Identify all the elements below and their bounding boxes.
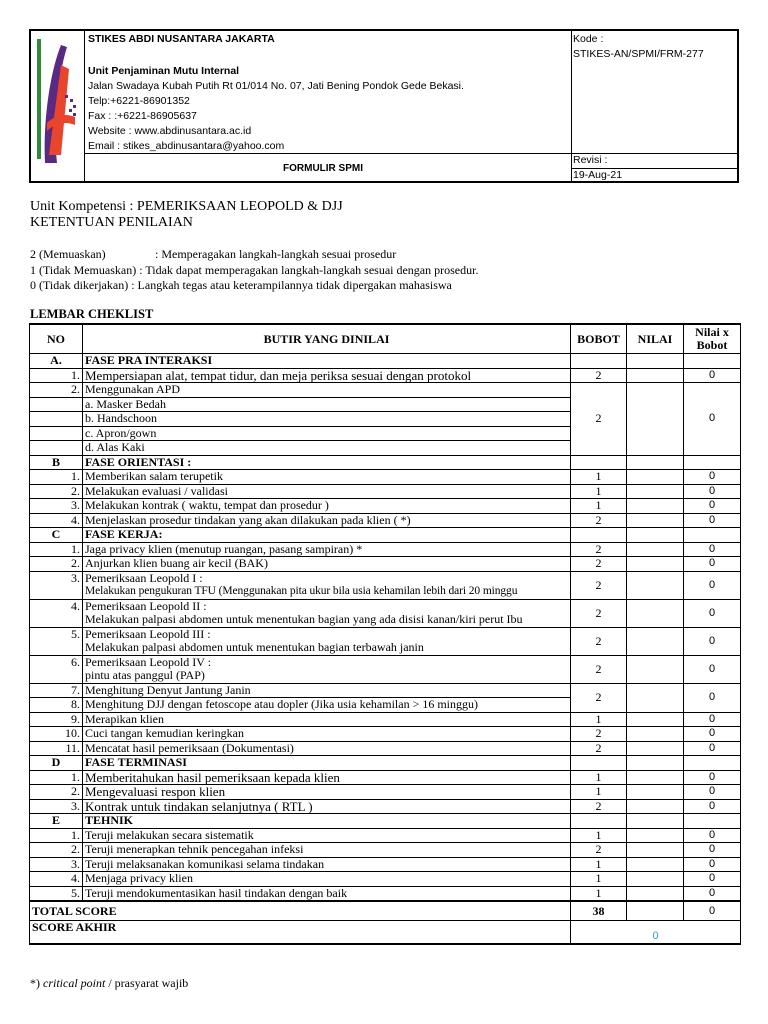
section-a: A. FASE PRA INTERAKSI [30, 354, 741, 369]
footnote: *) critical point / prasyarat wajib [30, 976, 189, 990]
table-row: 5. Pemeriksaan Leopold III : 2 0 [30, 627, 741, 641]
institution-name: STIKES ABDI NUSANTARA JAKARTA [88, 33, 275, 45]
table-row: 2. Mengevaluasi respon klien 1 0 [30, 785, 741, 800]
table-row: 2. Anjurkan klien buang air kecil (BAK) 2 0 [30, 557, 741, 572]
unit-kompetensi: Unit Kompetensi : PEMERIKSAAN LEOPOLD & DJJ [30, 199, 343, 214]
table-row: pintu atas panggul (PAP) [30, 669, 741, 683]
table-row: 9. Merapikan klien 1 0 [30, 712, 741, 727]
nilai-cell[interactable] [627, 499, 684, 514]
col-butir: BUTIR YANG DINILAI [83, 324, 571, 354]
table-row: b. Handschoon [30, 412, 741, 427]
criteria-1: 1 (Tidak Memuaskan) : Tidak dapat memperagakan langkah-langkah sesuai dengan prosedur. [30, 263, 479, 277]
table-row: 5. Teruji mendokumentasikan hasil tindakan dengan baik 1 0 [30, 886, 741, 901]
table-row: 8. Menghitung DJJ dengan fetoscope atau dopler (Jika usia kehamilan > 16 minggu) [30, 698, 741, 713]
col-no: NO [30, 324, 83, 354]
table-row: 1. Mempersiapan alat, tempat tidur, dan meja periksa sesuai dengan protokol 2 0 [30, 368, 741, 383]
section-c: C FASE KERJA: [30, 528, 741, 543]
table-row: 7. Menghitung Denyut Jantung Janin 2 0 [30, 683, 741, 698]
table-row: 4. Menjelaskan prosedur tindakan yang akan dilakukan pada klien ( *) 2 0 [30, 513, 741, 528]
nilai-cell[interactable] [627, 785, 684, 800]
nilai-cell[interactable] [627, 484, 684, 499]
table-row: 3. Pemeriksaan Leopold I : 2 0 [30, 571, 741, 585]
nilai-cell[interactable] [627, 683, 684, 712]
revisi-date: 19-Aug-21 [573, 169, 623, 181]
table-row: d. Alas Kaki [30, 441, 741, 456]
nilai-cell[interactable] [627, 557, 684, 572]
nilai-cell[interactable] [627, 843, 684, 858]
nilai-cell[interactable] [627, 857, 684, 872]
nilai-cell[interactable] [627, 599, 684, 627]
nilai-cell[interactable] [627, 368, 684, 383]
col-nilai: NILAI [627, 324, 684, 354]
telephone: Telp:+6221-86901352 [88, 95, 190, 107]
table-row: Melakukan palpasi abdomen untuk menentukan bagian yang ada disisi kanan/kiri perut Ibu [30, 613, 741, 627]
nilai-cell[interactable] [627, 872, 684, 887]
col-bobot: BOBOT [571, 324, 627, 354]
criteria-0: 0 (Tidak dikerjakan) : Langkah tegas atau keterampilannya tidak dipergakan mahasiswa [30, 278, 452, 292]
col-nilai-x-bobot: Nilai x Bobot [684, 324, 741, 354]
table-row: 2. Melakukan evaluasi / validasi 1 0 [30, 484, 741, 499]
total-row: TOTAL SCORE 38 0 [30, 901, 741, 921]
email: Email : stikes_abdinusantara@yahoo.com [88, 140, 285, 152]
unit-name: Unit Penjaminan Mutu Internal [88, 65, 240, 77]
table-row: Melakukan pengukuran TFU (Menggunakan pita ukur bila usia kehamilan lebih dari 20 minggu [30, 585, 741, 599]
table-row: a. Masker Bedah [30, 397, 741, 412]
section-d: D FASE TERMINASI [30, 756, 741, 771]
nilai-cell[interactable] [627, 741, 684, 756]
table-row: 10. Cuci tangan kemudian keringkan 2 0 [30, 727, 741, 742]
institution-logo [35, 35, 79, 173]
lembar-title: LEMBAR CHEKLIST [30, 307, 154, 321]
table-row: 4. Pemeriksaan Leopold II : 2 0 [30, 599, 741, 613]
nilai-cell[interactable] [627, 886, 684, 901]
table-row: 1. Jaga privacy klien (menutup ruangan, pasang sampiran) * 2 0 [30, 542, 741, 557]
table-row: 11. Mencatat hasil pemeriksaan (Dokumentasi) 2 0 [30, 741, 741, 756]
table-header [30, 324, 741, 354]
nilai-cell[interactable] [627, 799, 684, 814]
fax: Fax : :+6221-86905637 [88, 110, 197, 122]
table-row: 4. Menjaga privacy klien 1 0 [30, 872, 741, 887]
address: Jalan Swadaya Kubah Putih Rt 01/014 No. 07, Jati Bening Pondok Gede Bekasi. [88, 80, 464, 92]
checklist-table [29, 323, 741, 945]
table-row: 2. Teruji menerapkan tehnik pencegahan infeksi 2 0 [30, 843, 741, 858]
table-row: 3. Melakukan kontrak ( waktu, tempat dan prosedur ) 1 0 [30, 499, 741, 514]
document-header [29, 29, 739, 183]
table-row: 6. Pemeriksaan Leopold IV : 2 0 [30, 655, 741, 669]
table-row: 1. Memberikan salam terupetik 1 0 [30, 470, 741, 485]
score-akhir-row: SCORE AKHIR 0 [30, 921, 741, 945]
table-row: 3. Teruji melaksanakan komunikasi selama tindakan 1 0 [30, 857, 741, 872]
nilai-cell[interactable] [627, 712, 684, 727]
table-row: 3. Kontrak untuk tindakan selanjutnya ( RTL ) 2 0 [30, 799, 741, 814]
nilai-cell[interactable] [627, 571, 684, 599]
website: Website : www.abdinusantara.ac.id [88, 125, 252, 137]
nilai-cell[interactable] [627, 770, 684, 785]
table-row: 2. Menggunakan APD 2 0 [30, 383, 741, 398]
nilai-cell[interactable] [627, 828, 684, 843]
table-row: c. Apron/gown [30, 426, 741, 441]
kode-label: Kode : [573, 33, 604, 45]
nilai-cell[interactable] [627, 655, 684, 683]
revisi-label: Revisi : [573, 154, 608, 166]
nilai-cell[interactable] [627, 470, 684, 485]
section-b: B FASE ORIENTASI : [30, 455, 741, 470]
nilai-cell[interactable] [627, 383, 684, 456]
nilai-cell[interactable] [627, 627, 684, 655]
table-row: 1. Teruji melakukan secara sistematik 1 0 [30, 828, 741, 843]
nilai-cell[interactable] [627, 513, 684, 528]
nilai-cell[interactable] [627, 727, 684, 742]
kode-value: STIKES-AN/SPMI/FRM-277 [573, 48, 704, 60]
nilai-cell[interactable] [627, 542, 684, 557]
table-row: 1. Memberitahukan hasil pemeriksaan kepada klien 1 0 [30, 770, 741, 785]
section-e: E TEHNIK [30, 814, 741, 829]
score-akhir-value: 0 [571, 921, 741, 945]
criteria-2: 2 (Memuaskan) : Memperagakan langkah-langkah sesuai prosedur [30, 247, 397, 261]
form-title: FORMULIR SPMI [283, 163, 363, 174]
ketentuan-title: KETENTUAN PENILAIAN [30, 215, 193, 230]
table-row: Melakukan palpasi abdomen untuk menentukan bagian terbawah janin [30, 641, 741, 655]
